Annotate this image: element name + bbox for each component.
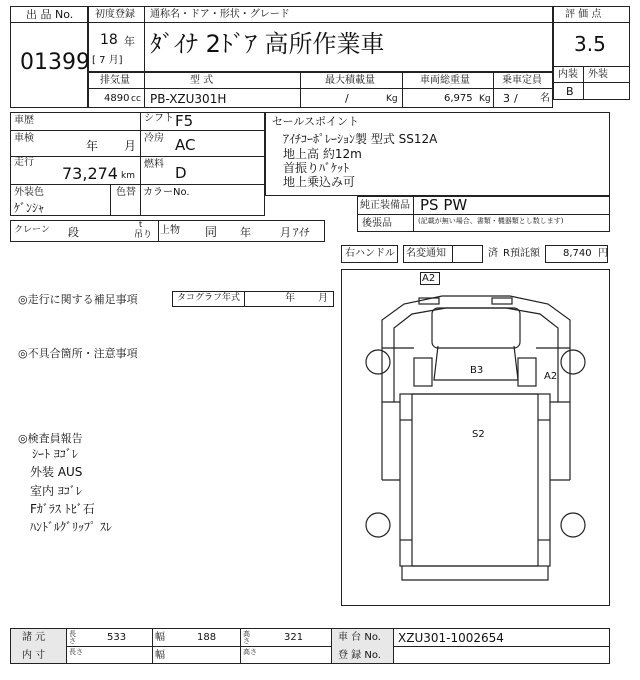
inspector-line: 外装 AUS — [30, 465, 83, 479]
history-label: 車歴 — [14, 115, 34, 126]
ac-label: 冷房 — [144, 133, 164, 144]
width-label: 幅 — [155, 632, 165, 643]
retrofit-label: 後張品 — [362, 218, 392, 229]
handle: 右ハンドル — [345, 248, 395, 259]
displacement: 4890 — [104, 93, 130, 104]
color-code-label: カラーNo. — [143, 187, 190, 198]
reg-label: 登 録 No. — [338, 650, 381, 661]
inner-label: 内 寸 — [22, 650, 46, 661]
interior-label: 内装 — [558, 69, 578, 80]
boarding-label: 上物 — [160, 225, 180, 236]
first-reg-label: 初度登録 — [95, 9, 135, 20]
equipment-label: 純正装備品 — [360, 200, 410, 211]
chassis-label: 車 台 No. — [338, 632, 381, 643]
sales-point-line: 地上乗込み可 — [283, 175, 356, 189]
capacity-unit: Kg — [386, 94, 398, 104]
capacity-slash: / — [345, 92, 349, 105]
displacement-unit: cc — [131, 94, 141, 104]
seats-slash: / — [514, 92, 518, 105]
year-unit: 年 — [124, 35, 135, 48]
shift: F5 — [175, 112, 194, 130]
height-label-2: 高さ — [243, 648, 257, 656]
lot-no: 01399 — [20, 50, 90, 75]
crane-hanging: 吊り — [134, 230, 153, 240]
odo-change-label: 名変通知 — [406, 248, 446, 259]
displacement-label: 排気量 — [100, 75, 130, 86]
recycle-label: R預託額 — [503, 248, 540, 259]
inspection-label: 車検 — [14, 133, 34, 144]
yen: 円 — [598, 248, 608, 259]
mileage-label: 走行 — [14, 157, 34, 168]
inspector-line: ﾊﾝﾄﾞﾙｸﾞﾘｯﾌﾟ ｽﾚ — [30, 520, 112, 534]
capacity-label: 最大積載量 — [325, 75, 375, 86]
inspector-line: ｼｰﾄ ﾖｺﾞﾚ — [32, 447, 78, 461]
exterior-color: ｹﾞﾝｼｬ — [14, 201, 45, 215]
sales-point-line: ｱｲﾁｺｰﾎﾟﾚｰｼｮﾝ製 型式 SS12A — [283, 132, 438, 146]
name-label: 通称名・ドア・形状・グレード — [150, 9, 290, 20]
exterior-color-label: 外装色 — [14, 187, 44, 198]
gross-weight-unit: Kg — [479, 94, 491, 104]
sales-point-line: 首振りﾊﾞｹｯﾄ — [283, 161, 350, 175]
driving-note-label: ◎走行に関する補足事項 — [18, 293, 138, 306]
year-num: 18 — [100, 32, 118, 48]
mileage: 73,274 — [62, 164, 118, 183]
damage-mark: B3 — [470, 365, 484, 376]
recycle-mark: 済 — [488, 248, 498, 259]
tachograph-label: タコグラフ年式 — [177, 293, 241, 303]
width-label-2: 幅 — [155, 650, 165, 661]
score: 3.5 — [574, 32, 606, 56]
defects-label: ◎不具合箇所・注意事項 — [18, 347, 138, 360]
gross-weight: 6,975 — [444, 93, 473, 104]
fuel: D — [175, 164, 187, 182]
crane-label: クレーン — [14, 225, 50, 235]
recycle-amount: 8,740 — [563, 248, 592, 259]
crane-stage: 段 — [68, 226, 79, 239]
ac: AC — [175, 136, 196, 154]
height: 321 — [284, 632, 304, 643]
interior-grade: B — [566, 85, 574, 98]
fuel-label: 燃料 — [144, 159, 164, 170]
width: 188 — [197, 632, 217, 643]
equipment-value: PS PW — [420, 196, 468, 214]
vehicle-diagram — [341, 269, 610, 606]
mileage-unit: km — [121, 171, 135, 181]
seats-label: 乗車定員 — [502, 75, 542, 86]
left-info-box — [10, 112, 265, 216]
chassis-no: XZU301-1002654 — [398, 631, 504, 645]
sales-point-title: セールスポイント — [272, 115, 360, 128]
seats: 3 — [503, 92, 510, 105]
model-label: 型 式 — [190, 75, 214, 86]
lot-no-label: 出 品 No. — [26, 8, 74, 21]
color-no-label: 色替 — [116, 187, 136, 198]
crane-maker: ｱｲﾁ — [293, 226, 310, 239]
score-label: 評 価 点 — [565, 9, 602, 20]
model: PB-XZU301H — [150, 92, 227, 106]
inspection-month: 月 — [124, 139, 137, 153]
crane-year: 年 — [240, 226, 251, 239]
inspector-label: ◎検査員報告 — [18, 432, 83, 445]
length-label-2: 長さ — [69, 648, 83, 656]
crane-same: 同 — [205, 225, 218, 239]
damage-mark: S2 — [472, 429, 485, 440]
exterior-label: 外装 — [588, 69, 608, 80]
length-label: 長さ — [69, 630, 76, 645]
inspector-line: Fｶﾞﾗｽ ﾄﾋﾞ石 — [30, 502, 95, 516]
specs-label: 諸 元 — [22, 632, 46, 643]
car-name: ﾀﾞｲﾅ 2ﾄﾞｱ 高所作業車 — [150, 30, 385, 58]
tacho-month: 月 — [318, 293, 328, 304]
damage-mark: A2 — [422, 273, 436, 284]
seats-unit: 名 — [540, 93, 550, 104]
gross-weight-label: 車両総重量 — [420, 75, 470, 86]
retrofit-note: (記載が無い場合、書類・機器類とし数します) — [418, 217, 564, 225]
tacho-year: 年 — [285, 293, 295, 304]
shift-label: シフト — [144, 113, 174, 124]
inspection-year: 年 — [86, 139, 99, 153]
sales-point-line: 地上高 約12m — [283, 147, 362, 161]
inspector-line: 室内 ﾖｺﾞﾚ — [30, 484, 82, 498]
length: 533 — [107, 632, 127, 643]
month-bracket: [ 7 月] — [92, 55, 123, 66]
damage-mark: A2 — [544, 371, 558, 382]
crane-month: 月 — [280, 226, 291, 239]
crane-ton: t — [139, 220, 143, 229]
height-label: 高さ — [243, 630, 250, 645]
